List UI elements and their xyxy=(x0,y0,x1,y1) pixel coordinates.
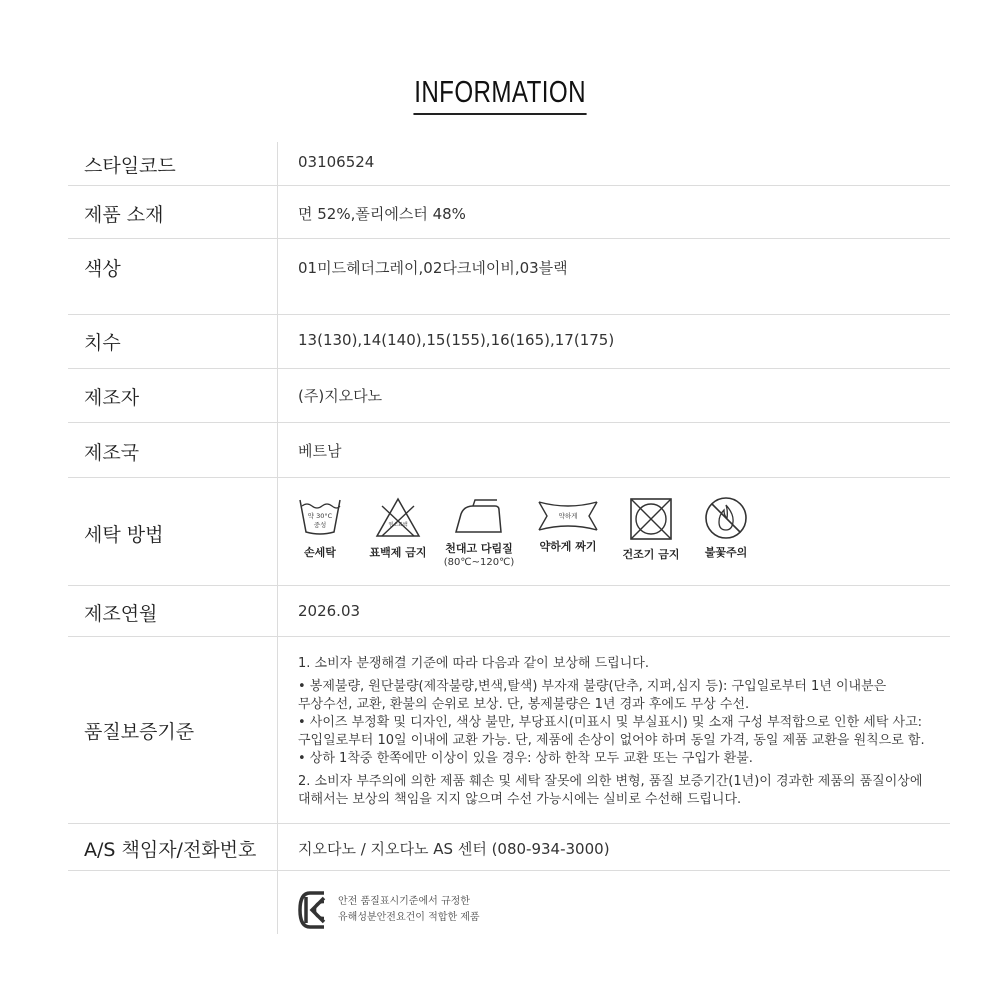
kc-line-1: 안전 품질표시기준에서 규정한 xyxy=(338,896,470,907)
table-row xyxy=(68,586,950,637)
washing-instructions xyxy=(298,496,758,576)
wash-caption: 손세탁 xyxy=(304,546,336,559)
iron-icon xyxy=(453,496,505,536)
quality-line: 1. 소비자 분쟁해결 기준에 따라 다음과 같이 보상해 드립니다. xyxy=(298,656,649,671)
row-label: 치수 xyxy=(84,332,121,354)
no-bleach-icon xyxy=(374,496,422,540)
gentle-wring-icon xyxy=(537,496,599,534)
table-row xyxy=(68,637,950,824)
kc-line-2: 유해성분안전요건이 적합한 제품 xyxy=(338,912,480,923)
row-value: 13(130),14(140),15(155),16(165),17(175) xyxy=(298,331,615,349)
quality-line: • 사이즈 부정확 및 디자인, 색상 불만, 부당표시(미표시 및 부실표시) 및 소재 구성 부적합으로 인한 세탁 사고: xyxy=(298,715,923,730)
quality-guarantee xyxy=(298,655,925,809)
row-value: 2026.03 xyxy=(298,602,361,620)
hand-wash-temp: 약 30°C xyxy=(307,512,333,520)
table-row xyxy=(68,423,950,478)
gentle-label: 약하게 xyxy=(558,512,578,520)
kc-certification xyxy=(298,891,480,933)
wash-symbol xyxy=(532,496,604,554)
table-row xyxy=(68,478,950,586)
table-row xyxy=(68,239,950,315)
iron-temp-range: (80℃~120℃) xyxy=(443,557,515,568)
row-value: 03106524 xyxy=(298,153,375,171)
bleach-label: 염소표백 xyxy=(388,522,408,528)
quality-line: 대해서는 보상의 책임을 지지 않으며 수선 가능시에는 실비로 수선해 드립니다. xyxy=(298,792,742,807)
table-row xyxy=(68,315,950,369)
no-fire-icon xyxy=(704,496,748,540)
wash-caption: 천대고 다림질 xyxy=(445,542,513,555)
row-value: 베트남 xyxy=(298,442,342,460)
quality-line: 2. 소비자 부주의에 의한 제품 훼손 및 세탁 잘못에 의한 변형, 품질 보증기간(1년)이 경과한 제품의 품질이상에 xyxy=(298,774,923,789)
quality-line: • 봉제불량, 원단불량(제작불량,변색,탈색) 부자재 불량(단추, 지퍼,심지 등): 구입일로부터 1년 이내분은 xyxy=(298,679,887,694)
wash-symbol xyxy=(698,496,754,560)
wash-caption: 건조기 금지 xyxy=(622,548,680,561)
no-tumble-dry-icon xyxy=(628,496,674,542)
quality-line: 구입일로부터 10일 이내에 교환 가능. 단, 제품에 손상이 없어야 하며 동일 가격, 동일 제품 교환을 원칙으로 함. xyxy=(298,733,925,748)
kc-text xyxy=(338,894,480,926)
row-label: 제조국 xyxy=(84,442,140,464)
table-row xyxy=(68,369,950,423)
page-title: INFORMATION xyxy=(0,74,1000,115)
wash-caption: 불꽃주의 xyxy=(704,546,748,559)
table-row xyxy=(68,824,950,871)
hand-wash-detergent: 중성 xyxy=(313,521,327,529)
table-row xyxy=(68,186,950,239)
row-value: 면 52%,폴리에스터 48% xyxy=(298,205,466,223)
wash-caption: 표백제 금지 xyxy=(369,546,427,559)
row-label: 스타일코드 xyxy=(84,155,176,177)
row-value: 지오다노 / 지오다노 AS 센터 (080-934-3000) xyxy=(298,840,610,858)
row-label: 세탁 방법 xyxy=(84,524,164,546)
wash-symbol xyxy=(298,496,342,560)
row-label: 제품 소재 xyxy=(84,204,164,226)
wash-caption: 약하게 짜기 xyxy=(539,540,597,553)
hand-wash-icon xyxy=(298,496,342,540)
row-value: 01미드헤더그레이,02다크네이비,03블랙 xyxy=(298,259,568,277)
quality-line: • 상하 1착중 한쪽에만 이상이 있을 경우: 상하 한착 모두 교환 또는 구입가 환불. xyxy=(298,751,753,766)
wash-symbol xyxy=(616,496,686,562)
info-table xyxy=(68,142,950,941)
wash-symbol xyxy=(443,496,515,568)
row-label: 품질보증기준 xyxy=(84,721,195,743)
kc-mark-icon xyxy=(298,891,326,929)
row-label: 제조연월 xyxy=(84,603,158,625)
quality-line: 무상수선, 교환, 환불의 순위로 보상. 단, 봉제불량은 1년 경과 후에도 무상 수선. xyxy=(298,697,750,712)
row-label: 색상 xyxy=(84,258,121,280)
wash-symbol xyxy=(366,496,430,560)
row-label: A/S 책임자/전화번호 xyxy=(84,839,257,861)
row-label: 제조자 xyxy=(84,387,140,409)
row-value: (주)지오다노 xyxy=(298,387,383,405)
table-row xyxy=(68,142,950,186)
table-row xyxy=(68,871,950,941)
